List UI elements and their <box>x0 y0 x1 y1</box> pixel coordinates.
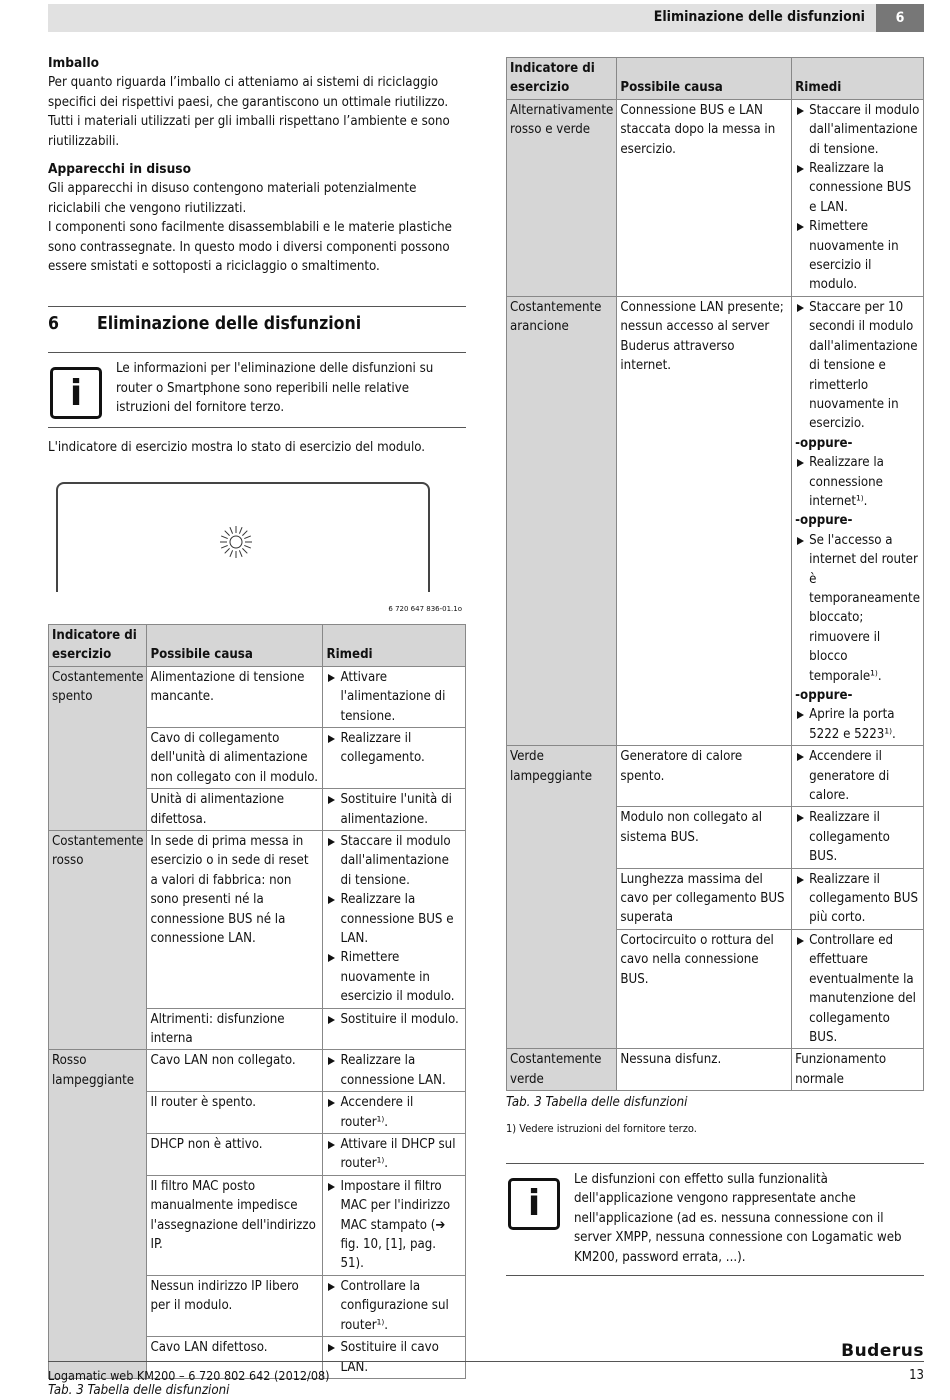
remedy-item: Rimettere nuovamente in esercizio il modulo. <box>795 217 920 295</box>
info-note-text: Le informazioni per l'eliminazione delle disfunzioni su router o Smartphone sono reperibili nelle relative istruzioni del fornitore terzo. <box>116 361 434 416</box>
remedy-cell <box>323 666 466 727</box>
indicator-cell: Verde lampeggiante <box>507 746 617 1049</box>
remedy-item: Realizzare la connessione LAN. <box>326 1051 462 1090</box>
indicator-cell: Costantemente verde <box>507 1049 617 1091</box>
chapter-number: 6 <box>876 4 924 32</box>
remedy-item: Controllare ed effettuare eventualmente la manutenzione del collegamento BUS. <box>795 931 920 1047</box>
remedy-item: Controllare la configurazione sul router¹⁾. <box>326 1277 462 1335</box>
remedy-cell <box>792 296 924 745</box>
module-illustration <box>48 474 466 624</box>
remedy-item: Funzionamento normale <box>795 1052 887 1087</box>
remedy-item: Realizzare il collegamento BUS. <box>795 808 920 866</box>
disuso-heading: Apparecchi in disuso <box>48 161 191 178</box>
header-title: Eliminazione delle disfunzioni <box>653 9 865 25</box>
buderus-logo: Buderus <box>841 1341 924 1361</box>
remedy-item: Se l'accesso a internet del router è temporaneamente bloccato; rimuovere il blocco temporale¹⁾. <box>795 531 920 686</box>
troubleshooting-table-left <box>48 624 466 1400</box>
table-row <box>49 666 466 727</box>
cause-cell: Cavo LAN difettoso. <box>147 1337 323 1379</box>
remedy-item: Sostituire l'unità di alimentazione. <box>326 790 462 829</box>
left-column <box>48 54 466 1400</box>
header-indicator: Indicatore di esercizio <box>49 624 147 666</box>
cause-cell: Nessuna disfunz. <box>617 1049 792 1091</box>
right-column <box>506 57 924 1276</box>
remedy-cell <box>792 1049 924 1091</box>
header-indicator: Indicatore di esercizio <box>507 58 617 100</box>
indicator-cell: Costantemente rosso <box>49 830 147 1049</box>
remedy-cell <box>323 789 466 831</box>
remedy-item: Staccare per 10 secondi il modulo dall'alimentazione di tensione e rimetterlo nuovamente in esercizio. <box>795 298 920 434</box>
table-row <box>49 830 466 1008</box>
info-icon: i <box>506 1170 574 1267</box>
remedy-cell <box>323 1337 466 1379</box>
section-heading <box>48 306 466 352</box>
cause-cell: Nessun indirizzo IP libero per il modulo. <box>147 1275 323 1336</box>
cause-cell: Il router è spento. <box>147 1092 323 1134</box>
remedy-cell <box>323 1092 466 1134</box>
table-right <box>506 57 924 1091</box>
remedy-item: Sostituire il modulo. <box>326 1010 462 1029</box>
page-number: 13 <box>909 1368 924 1383</box>
oppure-label: -oppure- <box>795 435 853 451</box>
remedy-cell <box>323 830 466 1008</box>
indicator-cell: Costantemente arancione <box>507 296 617 745</box>
remedy-cell <box>323 1275 466 1336</box>
imballo-heading: Imballo <box>48 55 100 71</box>
info-icon: i <box>48 359 116 419</box>
header-cause: Possibile causa <box>617 58 792 100</box>
table-row <box>49 1050 466 1092</box>
remedy-item: Realizzare la connessione BUS e LAN. <box>326 890 462 948</box>
cause-cell: DHCP non è attivo. <box>147 1134 323 1176</box>
cause-cell: Cortocircuito o rottura del cavo nella connessione BUS. <box>617 929 792 1048</box>
remedy-item: Staccare il modulo dall'alimentazione di tensione. <box>326 832 462 890</box>
disuso-text-1: Gli apparecchi in disuso contengono materiali potenzialmente riciclabili che vengono riutilizzati. <box>48 181 417 216</box>
remedy-item: Staccare il modulo dall'alimentazione di tensione. <box>795 101 920 159</box>
footer-doc-id: Logamatic web KM200 – 6 720 802 642 (2012/08) <box>48 1368 330 1383</box>
table-left <box>48 624 466 1379</box>
cause-cell: Il filtro MAC posto manualmente impedisce l'assegnazione dell'indirizzo IP. <box>147 1175 323 1275</box>
header-remedy: Rimedi <box>792 58 924 100</box>
cause-cell: Connessione LAN presente; nessun accesso al server Buderus attraverso internet. <box>617 296 792 745</box>
remedy-cell <box>792 929 924 1048</box>
table-row <box>507 296 924 745</box>
imballo-text-2: Tutti i materiali utilizzati per gli imballi rispettano l’ambiente e sono riutilizzabili. <box>48 114 450 149</box>
cause-cell: In sede di prima messa in esercizio o in sede di reset a valori di fabbrica: non sono presenti né la connessione BUS né la connessione LAN. <box>147 830 323 1008</box>
remedy-item: Accendere il generatore di calore. <box>795 747 920 805</box>
footnote: 1) Vedere istruzioni del fornitore terzo. <box>506 1121 697 1135</box>
cause-cell: Unità di alimentazione difettosa. <box>147 789 323 831</box>
cause-cell: Cavo LAN non collegato. <box>147 1050 323 1092</box>
figure-code: 6 720 647 836-01.1o <box>388 604 462 613</box>
cause-cell: Generatore di calore spento. <box>617 746 792 807</box>
oppure-label: -oppure- <box>795 688 853 703</box>
remedy-cell <box>323 1008 466 1050</box>
indicator-cell: Rosso lampeggiante <box>49 1050 147 1379</box>
remedy-item: Impostare il filtro MAC per l'indirizzo MAC stampato (➔ fig. 10, [1], pag. 51). <box>326 1177 462 1274</box>
section-number: 6 <box>48 314 59 335</box>
table-caption: Tab. 3 Tabella delle disfunzioni <box>506 1095 688 1111</box>
remedy-cell <box>792 746 924 807</box>
header-remedy: Rimedi <box>323 624 466 666</box>
remedy-item: Realizzare il collegamento. <box>326 729 462 768</box>
remedy-cell <box>323 1175 466 1275</box>
oppure-label: -oppure- <box>795 513 853 529</box>
remedy-item: Attivare l'alimentazione di tensione. <box>326 668 462 726</box>
remedy-cell <box>792 807 924 868</box>
remedy-item: Realizzare la connessione BUS e LAN. <box>795 159 920 217</box>
remedy-cell <box>323 1050 466 1092</box>
remedy-cell <box>792 99 924 296</box>
remedy-item: Rimettere nuovamente in esercizio il modulo. <box>326 948 462 1006</box>
cause-cell: Altrimenti: disfunzione interna <box>147 1008 323 1050</box>
intro-text: L'indicatore di esercizio mostra lo stato di esercizio del modulo. <box>48 440 426 456</box>
disuso-text-2: I componenti sono facilmente disassemblabili e le materie plastiche sono contrassegnate. In questo modo i diversi componenti possono essere smistati e sottoposti a riciclaggio o smaltimento. <box>48 220 452 275</box>
remedy-item: Sostituire il cavo LAN. <box>326 1338 462 1377</box>
remedy-item: Realizzare il collegamento BUS più corto. <box>795 870 920 928</box>
remedy-cell <box>792 868 924 929</box>
header-cause: Possibile causa <box>147 624 323 666</box>
remedy-item: Aprire la porta 5222 e 5223¹⁾. <box>795 705 920 744</box>
info-note <box>506 1163 924 1276</box>
remedy-item: Accendere il router¹⁾. <box>326 1093 462 1132</box>
remedy-item: Attivare il DHCP sul router¹⁾. <box>326 1135 462 1174</box>
table-row <box>507 1049 924 1091</box>
imballo-text-1: Per quanto riguarda l’imballo ci atteniamo ai sistemi di riciclaggio specifici dei rispettivi paesi, che garantiscono un ottimale riutilizzo. <box>48 75 449 110</box>
cause-cell: Modulo non collegato al sistema BUS. <box>617 807 792 868</box>
indicator-cell: Costantemente spento <box>49 666 147 830</box>
indicator-cell: Alternativamente rosso e verde <box>507 99 617 296</box>
remedy-item: Realizzare la connessione internet¹⁾. <box>795 453 920 511</box>
cause-cell: Lunghezza massima del cavo per collegamento BUS superata <box>617 868 792 929</box>
page-header <box>48 4 924 32</box>
status-led-icon <box>218 524 254 560</box>
cause-cell: Cavo di collegamento dell'unità di alimentazione non collegato con il modulo. <box>147 727 323 788</box>
info-note-text: Le disfunzioni con effetto sulla funzionalità dell'applicazione vengono rappresentate anche nell'applicazione (ad es. nessuna connessione con il server XMPP, nessuna connessione con Logamatic web KM200, password errata, ...). <box>574 1171 902 1265</box>
remedy-cell <box>323 727 466 788</box>
table-caption: Tab. 3 Tabella delle disfunzioni <box>48 1382 230 1398</box>
cause-cell: Connessione BUS e LAN staccata dopo la messa in esercizio. <box>617 99 792 296</box>
table-row <box>507 746 924 807</box>
remedy-cell <box>323 1134 466 1176</box>
cause-cell: Alimentazione di tensione mancante. <box>147 666 323 727</box>
info-note <box>48 352 466 428</box>
table-row <box>507 99 924 296</box>
section-title: Eliminazione delle disfunzioni <box>97 314 362 335</box>
